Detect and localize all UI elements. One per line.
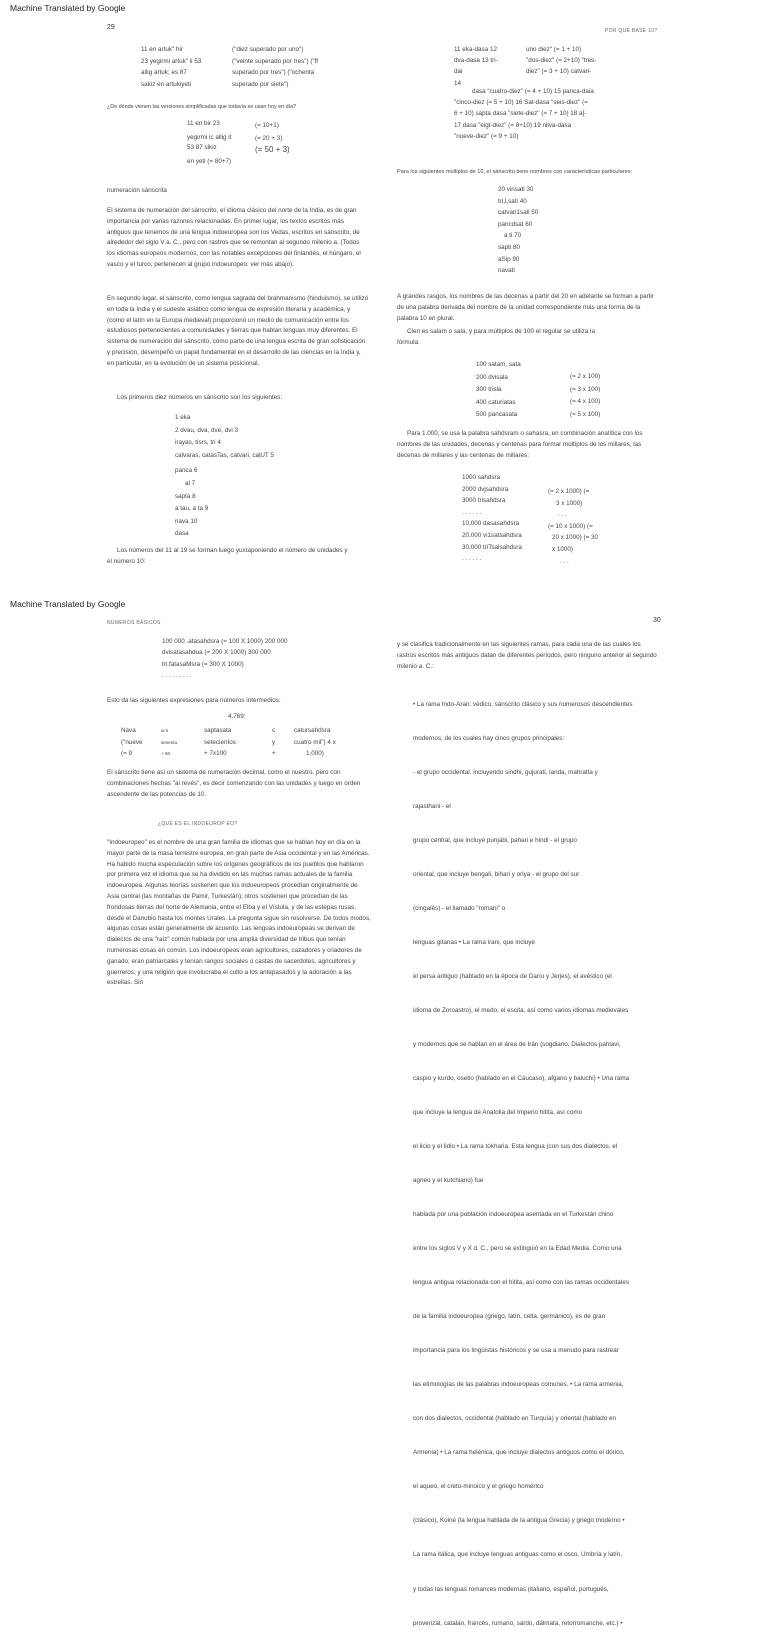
list-item: 23 yegirmi artuk" ii 53 xyxy=(141,57,202,65)
list-item: oriental, que incluye bengali, bihari y oriya - el grupo del sur xyxy=(413,870,580,878)
list-item: con dos dialectos, occidental (hablado en Turquía) y oriental (hablado en xyxy=(413,1415,617,1423)
breakdown-col-1 xyxy=(121,725,143,760)
list-item: panca 6 xyxy=(175,467,198,475)
list-item: setecientos xyxy=(204,738,236,746)
list-item: calvaras, catasTas, catvari, calUT 5 xyxy=(175,451,274,459)
list-item: "nueve-diez" (= 9 + 10) xyxy=(454,132,519,140)
list-item: 11 en artuk" hir xyxy=(141,46,184,53)
list-item: nava 10 xyxy=(175,517,198,525)
list-item: sapta 8 xyxy=(175,492,196,500)
breakdown-col-5 xyxy=(294,725,336,760)
list-item: 20,000 vi1satsahdsra xyxy=(462,531,522,539)
intermediate-intro: Esto da las siguientes expresiones para números intermedios: xyxy=(107,697,281,704)
list-item: "dos-diez" (= 2+10) "tres- xyxy=(526,57,597,65)
paragraph-4: Cien es salam o sala, y para múltiplos de 100 el regular se utiliza la fórmula: xyxy=(397,328,595,346)
branches-intro: y se clasifica tradicionalmente en las siguientes ramas, para cada una de las cuales los rastros escritos más antiguos datan de diferentes períodos, pero ninguno anterior al segundo milenio a. C.: xyxy=(397,641,657,670)
list-item: (= 10 x 1000) (= xyxy=(548,522,593,530)
list-item: caspio y kurdo, osetio (hablado en el Cáucaso), afgano y baluchi) • Una rama xyxy=(413,1075,630,1083)
paragraph-1: El sistema de numeración del sánscrito, el idioma clásico del norte de la India, es de gran importancia por varias razones relacionadas. En primer lugar, los textos escritos más antiguos que tenemos de una lengua indoeuropea son los Vedas, escritos en sánscrito, de alrededor del siglo V a. C., pero con rastros que se remontan al segundo milenio a. (Todos los idiomas europeos modernos, con las notables excepciones del finlandés, el húngaro, el vasco y el turco, pertenecen al grupo indoeuropeo: ver más abajo). xyxy=(107,207,361,268)
teens-left xyxy=(454,44,498,89)
list-item: modernos, de los cuales hay cinco grupos principales: xyxy=(413,734,565,742)
multiples-intro: Para los siguientes múltiplos de 10, el sánscrito tiene nombres con características particulares: xyxy=(397,169,633,175)
list-item: 10,000 dasasahdsra xyxy=(462,520,520,528)
list-item: grupo central, que incluye punjabi, pahari e hindi - el grupo xyxy=(413,836,577,844)
list-item: . . . . . . . . . xyxy=(162,672,192,680)
list-item: x 1000) xyxy=(552,545,574,553)
list-item: y todas las lenguas romances modernas (italiano, español, portugués, xyxy=(413,1585,609,1593)
breakdown-col-2 xyxy=(161,725,177,760)
list-item: ("diez superado por uno") xyxy=(232,46,304,53)
section-title-sanskrit: numeración sánscrita xyxy=(107,187,167,194)
running-head: NÚMEROS BÁSICOS xyxy=(107,620,161,626)
list-item: 11 eka-dasa 12 xyxy=(454,46,497,53)
list-item: a ti 70 xyxy=(504,232,522,240)
list-item: 1,000) xyxy=(306,750,324,757)
list-item: que incluye la lengua de Anatolia del Imperio hitita, así como xyxy=(413,1109,583,1117)
closing-paragraph: Los números del 11 al 19 se forman luego yuxtaponiendo el número de unidades y el número 10: xyxy=(107,547,348,565)
list-item: rajasthani - el xyxy=(413,802,451,810)
hundreds-list xyxy=(476,359,521,422)
list-item: dai xyxy=(454,68,463,76)
list-item: (= 2 x 100) xyxy=(570,373,601,380)
first-ten-intro: Los primeros diez números en sánscrito son los siguientes: xyxy=(117,394,283,401)
list-item: en yeti (= 80+7) xyxy=(187,158,232,165)
list-item: de la familia indoeuropea (griego, latín, celta, germánico), es de gran xyxy=(413,1313,606,1321)
page-number: 30 xyxy=(653,617,661,624)
running-head: POR QUÉ BASE 10? xyxy=(605,28,658,34)
list-item: ("nueve xyxy=(121,738,143,746)
list-item: (clásico), Koiné (la lengua hablada de la antigua Grecia) y griego moderno • xyxy=(413,1517,625,1525)
eleven-list xyxy=(141,44,201,90)
list-item: 2 dvau, dva, dve, dvi 3 xyxy=(175,426,239,434)
list-item: y modernos que se hablan en el área de Irán (sogdiano, Dialectos pahlavi, xyxy=(413,1041,621,1048)
list-item: 3 x 1000) xyxy=(556,499,583,507)
breakdown-col-3 xyxy=(204,725,236,760)
breakdown-col-4 xyxy=(272,725,276,760)
example-number: 4.769: xyxy=(228,713,246,720)
list-item: 300 trisla xyxy=(476,386,502,393)
branches-list xyxy=(413,676,633,1652)
list-item: La rama itálica, que incluye lenguas antiguas como el osco. Umbría y latín, xyxy=(413,1551,622,1559)
list-item: uno diez" (= 1 + 10) xyxy=(526,46,582,53)
list-item: tri,l,sati 40 xyxy=(498,197,527,205)
list-item: provenzal, catalán, francés, rumano, sardo, dálmata, retorromanche, etc.) • xyxy=(413,1619,623,1627)
thousands-gloss xyxy=(548,486,598,567)
list-item: (= 5 x 100) xyxy=(570,410,601,418)
list-item: (= 4 x 100) xyxy=(570,398,601,405)
multiples-list xyxy=(498,184,538,277)
list-item: ("veinte superado por tres") ("ff xyxy=(232,57,319,65)
list-item: Armenia) • La rama helénica, que incluye dialectos antiguos como el dórico, xyxy=(413,1449,625,1457)
paragraph-2: En segundo lugar, el sánscrito, como lengua sagrada del brahmanismo (hinduismo), se utilizó en toda la India y el sudeste asiático como lengua de expresión literaria y académica, y (como el latín en la Europa medieval) proporcionó un medio de comunicación entre los estudiosos pertenecientes a comunidades y tierras que hablan lenguas muy diferentes. El sistema de numeración del sánscrito, como parte de una lengua escrita de gran sofisticación y precisión, desempeñó un papel fundamental en el desarrollo de las ciencias en la India y, en particular, en la evolución de un sistema posicional. xyxy=(107,295,369,367)
list-item: + 7x100 xyxy=(204,750,227,757)
list-item: sakiz en artukiyeti xyxy=(141,80,192,88)
list-item: sesenta xyxy=(161,739,178,745)
hundreds-gloss xyxy=(570,371,600,421)
list-item: irayas, tisrs, tri 4 xyxy=(175,439,221,447)
list-item: . . . . . . xyxy=(462,555,482,563)
list-item: el aqueo, el creto-minoico y el griego homérico xyxy=(413,1483,544,1491)
teens-rest xyxy=(454,86,594,142)
machine-translated-header: Machine Translated by Google xyxy=(10,3,126,13)
list-item: (= 3 x 100) xyxy=(570,385,601,393)
paragraph-3: A grandes rasgos, los nombres de las decenas a partir del 20 en adelante se forman a partir de una palabra derivada del nombre de la unidad correspondiente más una forma de la palabra 10 en plural. xyxy=(397,293,654,322)
section-title-indoeuropean: ¿QUÉ ES EL INDOEUROP EO? xyxy=(158,821,238,827)
list-item: cuatro mil") 4 x xyxy=(294,738,336,746)
list-item: 100 000 .atasahdsra (= 100 X 1000) 200 000 xyxy=(162,638,288,645)
list-item: dva-dasa 13 tri- xyxy=(454,57,498,65)
list-item: pancdsat 60 xyxy=(498,220,533,228)
list-item: . . . xyxy=(560,557,569,565)
list-item: 20 vinsati 30 xyxy=(498,186,534,193)
first-ten-list xyxy=(175,412,274,541)
list-item: 11 en bir 23 xyxy=(187,120,220,127)
list-item: 500 pancasata xyxy=(476,411,518,418)
list-item: "cinco-diez (= 5 + 10) 16 Sat-dasa "seis-diez" (= xyxy=(454,99,588,107)
list-item: tri.fatasaMsra (= 300 X 1000) xyxy=(162,660,244,668)
list-item: c xyxy=(272,727,276,734)
list-item: 20 x 1000) (= 30 xyxy=(552,534,599,542)
list-item: aSip 90 xyxy=(498,255,520,263)
list-item: catvari1sali 50 xyxy=(498,209,539,217)
list-item: 6 + 10) sapta dasa "siete-diez" (= 7 + 10) 18 a[- xyxy=(454,110,587,118)
list-item: el licio y el lidio • La rama tokharia. Esta lengua (con sus dos dialectos, el xyxy=(413,1143,618,1151)
list-item: importancia para los lingüistas históricos y se usa a menudo para rastrear xyxy=(413,1347,619,1355)
paragraph-5: Para 1.000, se usa la palabra sahdsram o sahasra, en combinación analítica con los nombres de las unidades, decenas y centenas para formar múltiplos de los millares, las decenas de millares y las centenas de millares: xyxy=(397,430,643,459)
list-item: yegirmi ic allig it xyxy=(187,134,232,141)
list-item: saptasata xyxy=(204,727,232,734)
page-number: 29 xyxy=(107,24,115,31)
list-item: dvisatasahdua (= 200 X 1000) 300 000 xyxy=(162,649,271,657)
machine-translated-header: Machine Translated by Google xyxy=(10,599,126,609)
list-item: 400 caturiatas xyxy=(476,398,516,406)
list-item: (= 50 + 3) xyxy=(255,145,290,154)
list-item: al 7 xyxy=(185,479,196,487)
list-item: 53 87 sikiz xyxy=(187,144,217,151)
list-item: - el grupo occidental. incluyendo sindhi, gujurati, landa, mahratta y xyxy=(413,768,598,776)
list-item: (= 9 xyxy=(121,750,133,757)
list-item: dasa xyxy=(175,530,189,538)
list-item: + 60 xyxy=(161,751,171,756)
hundred-thousands-list xyxy=(162,636,288,682)
list-item: 100 satam, sata xyxy=(476,361,521,368)
list-item: 17 dasa "eigt-diez" (= 8+10) 19 nilva-dasa xyxy=(454,121,572,129)
list-item: (= 20 + 3) xyxy=(255,135,283,142)
list-item: Nava xyxy=(121,727,136,734)
question-text: ¿De dónde vienen las versiones simplificadas que todavía se usan hoy en día? xyxy=(107,104,297,110)
paragraph-6: El sánscrito tiene así un sistema de numeración decimal, como el nuestro, pero con combinaciones hechas "al revés", es decir comenzando con las unidades y luego en orden ascendente de las potencias de 10. xyxy=(107,769,361,798)
list-item: ai ti xyxy=(161,728,169,733)
list-item: 30,000 triTsalsahdsra xyxy=(462,543,522,551)
list-item: el persa antiguo (hablado en la época de Darío y Jerjes), el avéstico (el xyxy=(413,972,612,980)
list-item: y xyxy=(272,738,276,746)
list-item: a tau, a ta 9 xyxy=(175,505,209,513)
list-item: . . . xyxy=(558,511,567,519)
simplified-gloss xyxy=(255,120,290,155)
list-item: sapti 80 xyxy=(498,243,521,251)
list-item: . . . . . . xyxy=(462,508,482,516)
list-item: 1 eka xyxy=(175,414,191,421)
list-item: entre los siglos V y X d. C., pero se extinguió en la Edad Media. Como una xyxy=(413,1245,622,1253)
simplified-list xyxy=(187,119,231,167)
list-item: 14 xyxy=(454,79,462,87)
list-item: catursahdsra xyxy=(294,727,331,734)
list-item: (= 2 x 1000) (= xyxy=(548,488,590,495)
list-item: 1000 sahdsra xyxy=(462,474,501,481)
teens-right xyxy=(526,44,596,78)
list-item: 200 dvisala xyxy=(476,373,508,381)
list-item: + xyxy=(272,750,276,757)
list-item: • La rama Indo-Aran: védico, sánscrito clásico y sus numerosos descendientes xyxy=(413,700,633,708)
list-item: navati xyxy=(498,267,515,275)
page-30 xyxy=(0,596,768,1627)
list-item: idioma de Zoroastro), el medo, el escita, así como varios idiomas medievales xyxy=(413,1006,629,1014)
list-item: superado por tres") ("ochenta xyxy=(232,69,315,76)
list-item: 2000 dvjsahdsra xyxy=(462,485,509,493)
list-item: allig artuk; es 87 xyxy=(141,69,187,76)
paragraph-7: "Indoeuropeo" es el nombre de una gran familia de idiomas que se hablan hoy en día en la mayor parte de la masa terrestre europea, en gran parte de Asia occidental y en las Américas. Ha habido mucha especulación sobre los orígenes geográficos de los pueblos que hablaron por primera vez el idioma que se ha dividido en las muchas ramas actuales de la familia indoeuropea. Algunas teorías sostienen que los indoeuropeos procedían originalmente de Asia central (las montañas de Pamir, Turkestán); otros sostienen que procedían de las frondosas tierras del norte de Alemania, entre el Elba y el Vístula, y de las estepas rusas, desde el Danubio hasta los montes Urales. La pregunta sigue sin resolverse. De todos modos, algunas cosas están generalmente de acuerdo. Las lenguas indoeuropeas se derivan de dialectos de una "raíz" común hablada por una amplia diversidad de tribus que tenían numerosas cosas en común. Los indoeuropeos eran agricultores, cazadores y criadores de ganado; eran patriarcales y tenían rangos sociales o castas de sacerdotes, agricultores y guerreros; y una religión que involucraba el culto a los antepasados y la adoración a las estrellas. Sin xyxy=(107,839,371,987)
list-item: superado por siete") xyxy=(232,80,289,88)
list-item: diez" (= 3 + 10) catvari- xyxy=(526,68,592,76)
list-item: 3000 trisahdsra xyxy=(462,497,506,505)
list-item: hablada por una población indoeuropea asentada en el Turkestán chino xyxy=(413,1211,614,1219)
list-item: las etimologías de las palabras indoeuropeas comunes. • La rama armenia, xyxy=(413,1381,624,1389)
list-item: lengua antigua relacionada con el hitita, así como con las ramas occidentales xyxy=(413,1279,629,1287)
list-item: dasa "cuatro-diez" (= 4 + 10) 15 panca-daia xyxy=(472,88,594,95)
eleven-gloss xyxy=(232,44,318,90)
list-item: (cingalés) - el llamado "romani" o xyxy=(413,904,506,912)
thousands-list xyxy=(462,472,522,565)
list-item: lenguas gitanas • La rama irani, que incluye xyxy=(413,938,535,946)
page-29 xyxy=(0,0,768,596)
list-item: (= 10+1) xyxy=(255,122,279,129)
list-item: agneo y el kutchiano) fue xyxy=(413,1177,484,1185)
